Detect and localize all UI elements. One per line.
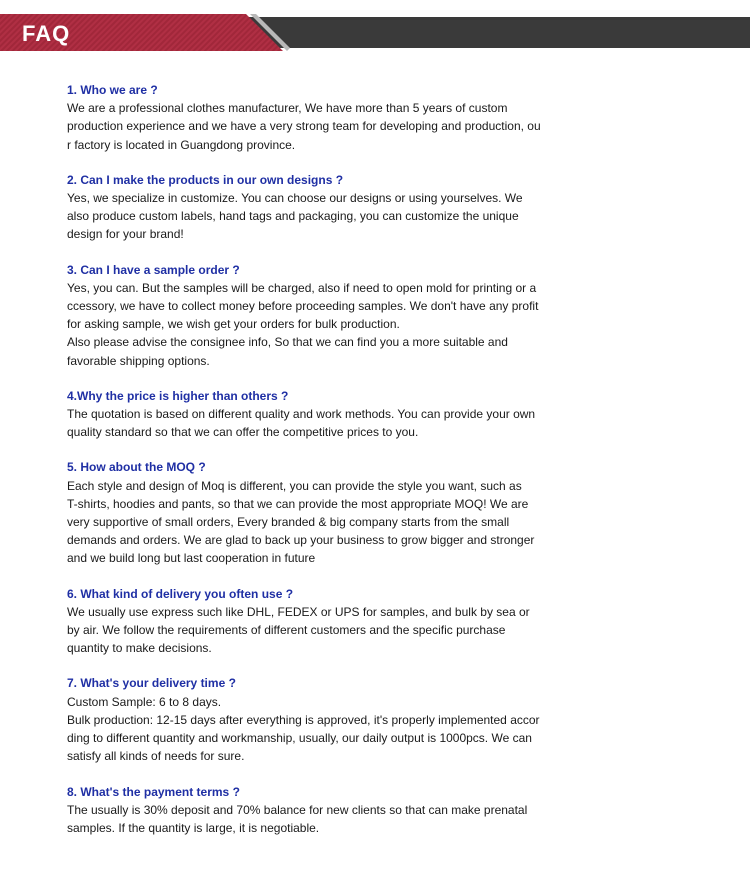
faq-answer-line: for asking sample, we wish get your orders for bulk production. (67, 317, 400, 332)
faq-answer (67, 99, 567, 154)
faq-answer-line: favorable shipping options. (67, 353, 210, 368)
faq-answer-line: satisfy all kinds of needs for sure. (67, 749, 245, 764)
faq-answer (67, 477, 567, 568)
faq-question: 4.Why the price is higher than others ? (67, 388, 289, 403)
faq-answer-line: The usually is 30% deposit and 70% balance for new clients so that can make prenatal (67, 802, 528, 817)
faq-answer-line: Custom Sample: 6 to 8 days. (67, 694, 222, 709)
faq-list (67, 81, 567, 854)
faq-answer-line: also produce custom labels, hand tags and packaging, you can customize the unique (67, 209, 519, 224)
faq-answer-line: by air. We follow the requirements of different customers and the specific purchase (67, 623, 506, 638)
faq-answer (67, 405, 567, 441)
faq-answer-line: ding to different quantity and workmanship, usually, our daily output is 1000pcs. We can (67, 731, 532, 746)
faq-answer-line: Bulk production: 12-15 days after everything is approved, it's properly implemented accor (67, 712, 540, 727)
faq-question: 1. Who we are ? (67, 83, 158, 97)
faq-answer-line: production experience and we have a very strong team for developing and production, ou (67, 119, 541, 134)
faq-question: 8. What's the payment terms ? (67, 784, 240, 799)
faq-item (67, 585, 567, 658)
faq-question: 2. Can I make the products in our own designs ? (67, 172, 344, 187)
faq-item (67, 387, 567, 442)
faq-item (67, 81, 567, 154)
faq-question: 5. How about the MOQ ? (67, 460, 206, 475)
faq-answer-line: r factory is located in Guangdong province. (67, 137, 296, 152)
faq-item (67, 458, 567, 567)
faq-answer-line: samples. If the quantity is large, it is negotiable. (67, 820, 320, 835)
faq-item (67, 261, 567, 370)
faq-answer-line: ccessory, we have to collect money before proceeding samples. We don't have any profit (67, 299, 539, 314)
faq-answer (67, 801, 567, 837)
faq-item (67, 783, 567, 838)
faq-answer-line: Yes, we specialize in customize. You can choose our designs or using yourselves. We (67, 191, 523, 206)
faq-answer-line: Also please advise the consignee info, So that we can find you a more suitable and (67, 335, 508, 350)
faq-question: 7. What's your delivery time ? (67, 676, 236, 691)
faq-question: 3. Can I have a sample order ? (67, 262, 240, 277)
faq-answer-line: We are a professional clothes manufacturer, We have more than 5 years of custom (67, 101, 508, 116)
faq-answer (67, 279, 567, 370)
faq-answer-line: very supportive of small orders, Every branded & big company starts from the small (67, 515, 510, 530)
faq-answer-line: design for your brand! (67, 227, 184, 242)
faq-answer-line: The quotation is based on different quality and work methods. You can provide your own (67, 407, 536, 422)
faq-answer-line: T-shirts, hoodies and pants, so that we can provide the most appropriate MOQ! We are (67, 496, 529, 511)
faq-answer-line: We usually use express such like DHL, FEDEX or UPS for samples, and bulk by sea or (67, 604, 530, 619)
faq-item (67, 171, 567, 244)
page-title: FAQ (22, 21, 71, 46)
faq-answer-line: Each style and design of Moq is different, you can provide the style you want, such as (67, 478, 522, 493)
faq-answer-line: quality standard so that we can offer the competitive prices to you. (67, 425, 419, 440)
faq-answer-line: quantity to make decisions. (67, 641, 212, 656)
faq-answer-line: and we build long but last cooperation in future (67, 551, 316, 566)
faq-question: 6. What kind of delivery you often use ? (67, 586, 294, 601)
faq-item (67, 674, 567, 765)
faq-answer (67, 693, 567, 766)
faq-answer-line: demands and orders. We are glad to back up your business to grow bigger and stronger (67, 533, 535, 548)
faq-answer-line: Yes, you can. But the samples will be charged, also if need to open mold for printing or a (67, 280, 537, 295)
faq-answer (67, 189, 567, 244)
faq-answer (67, 603, 567, 658)
